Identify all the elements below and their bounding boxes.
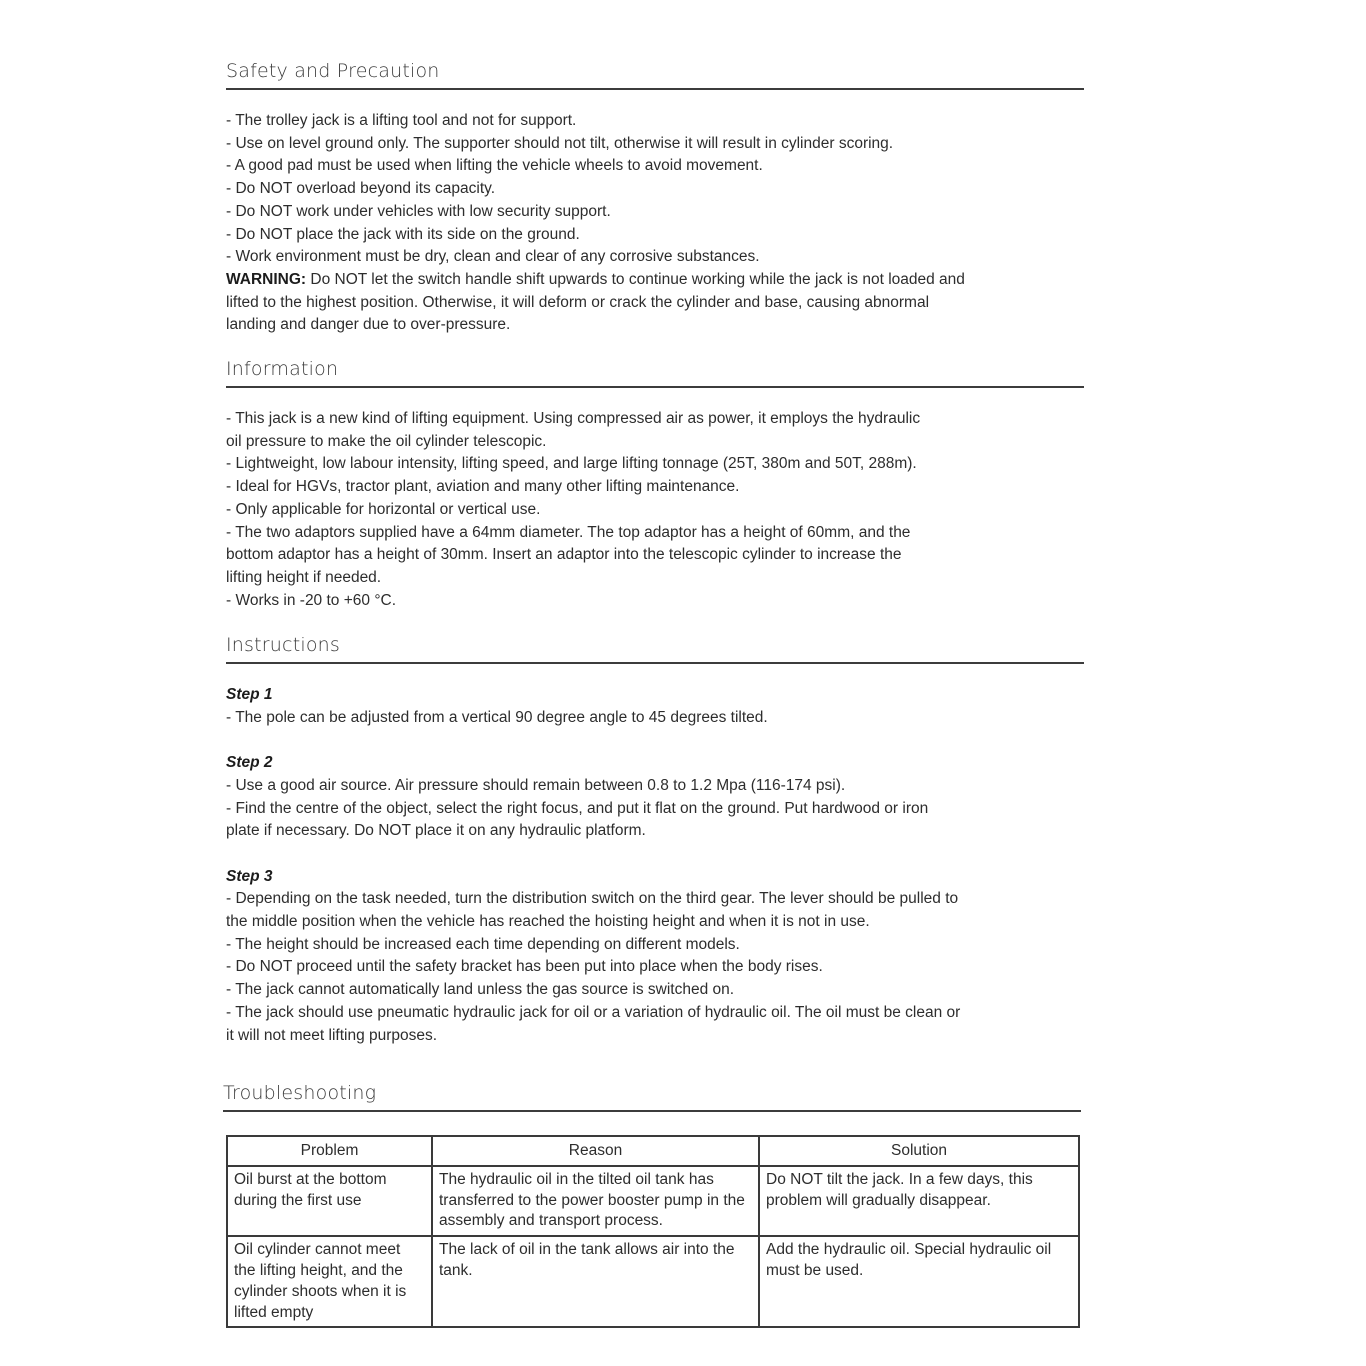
section-heading-safety: Safety and Precaution bbox=[226, 60, 1084, 90]
column-header-reason: Reason bbox=[432, 1136, 759, 1166]
information-line: - Only applicable for horizontal or vertical use. bbox=[226, 500, 541, 518]
section-heading-information: Information bbox=[226, 358, 1084, 388]
step-line: - The jack cannot automatically land unless the gas source is switched on. bbox=[226, 981, 735, 999]
troubleshooting-table bbox=[226, 1135, 1080, 1328]
safety-item: - The trolley jack is a lifting tool and not for support. bbox=[226, 112, 577, 129]
column-header-problem: Problem bbox=[227, 1136, 432, 1166]
information-line: oil pressure to make the oil cylinder telescopic. bbox=[226, 432, 547, 450]
step-line: it will not meet lifting purposes. bbox=[226, 1026, 438, 1044]
step-line: - Find the centre of the object, select the right focus, and put it flat on the ground. Put hardwood or iron bbox=[226, 799, 929, 817]
step-line: - Use a good air source. Air pressure should remain between 0.8 to 1.2 Mpa (116-174 psi). bbox=[226, 776, 846, 794]
step-line: plate if necessary. Do NOT place it on any hydraulic platform. bbox=[226, 822, 646, 840]
warning-text: lifted to the highest position. Otherwise, it will deform or crack the cylinder and base, causing abnormal bbox=[226, 293, 930, 311]
table-row bbox=[227, 1236, 1079, 1327]
information-list bbox=[226, 388, 1084, 612]
information-line: - The two adaptors supplied have a 64mm diameter. The top adaptor has a height of 60mm, and the bbox=[226, 523, 911, 541]
information-section bbox=[226, 358, 1084, 612]
safety-item: - A good pad must be used when lifting the vehicle wheels to avoid movement. bbox=[226, 157, 763, 175]
safety-item: - Do NOT work under vehicles with low security support. bbox=[226, 202, 611, 220]
warning-text: Do NOT let the switch handle shift upwards to continue working while the jack is not loaded and bbox=[306, 270, 965, 288]
step-line: - Depending on the task needed, turn the distribution switch on the third gear. The lever should be pulled to bbox=[226, 890, 959, 908]
safety-list bbox=[226, 90, 1084, 337]
column-header-solution: Solution bbox=[759, 1136, 1079, 1166]
section-heading-troubleshooting: Troubleshooting bbox=[223, 1082, 1081, 1112]
solution-cell: Add the hydraulic oil. Special hydraulic oil must be used. bbox=[759, 1236, 1079, 1327]
step-line: - The height should be increased each time depending on different models. bbox=[226, 935, 740, 953]
step-1 bbox=[226, 684, 1084, 729]
step-title: Step 2 bbox=[226, 754, 273, 772]
information-line: bottom adaptor has a height of 30mm. Insert an adaptor into the telescopic cylinder to increase the bbox=[226, 546, 902, 564]
warning-label: WARNING: bbox=[226, 270, 307, 288]
table-row bbox=[227, 1166, 1079, 1236]
instructions-steps bbox=[226, 664, 1084, 1047]
step-line: - The jack should use pneumatic hydraulic jack for oil or a variation of hydraulic oil. The oil must be clean or bbox=[226, 1003, 961, 1021]
safety-item: - Work environment must be dry, clean and clear of any corrosive substances. bbox=[226, 248, 760, 266]
information-line: - This jack is a new kind of lifting equipment. Using compressed air as power, it employs the hydraulic bbox=[226, 410, 921, 427]
information-line: - Works in -20 to +60 °C. bbox=[226, 591, 397, 609]
information-line: - Ideal for HGVs, tractor plant, aviation and many other lifting maintenance. bbox=[226, 478, 740, 496]
information-line: lifting height if needed. bbox=[226, 568, 382, 586]
section-heading-instructions: Instructions bbox=[226, 634, 1084, 664]
reason-cell: The hydraulic oil in the tilted oil tank has transferred to the power booster pump in the assembly and transport process. bbox=[432, 1166, 759, 1236]
step-line: - The pole can be adjusted from a vertical 90 degree angle to 45 degrees tilted. bbox=[226, 708, 768, 726]
step-title: Step 1 bbox=[226, 686, 273, 703]
solution-cell: Do NOT tilt the jack. In a few days, this problem will gradually disappear. bbox=[759, 1166, 1079, 1236]
step-title: Step 3 bbox=[226, 867, 273, 885]
step-2 bbox=[226, 752, 1084, 843]
step-line: - Do NOT proceed until the safety bracket has been put into place when the body rises. bbox=[226, 958, 823, 976]
problem-cell: Oil cylinder cannot meet the lifting height, and the cylinder shoots when it is lifted empty bbox=[227, 1236, 432, 1327]
safety-section bbox=[226, 60, 1084, 337]
step-line: the middle position when the vehicle has reached the hoisting height and when it is not in use. bbox=[226, 913, 870, 930]
reason-cell: The lack of oil in the tank allows air into the tank. bbox=[432, 1236, 759, 1327]
warning-text: landing and danger due to over-pressure. bbox=[226, 316, 511, 334]
table-header-row bbox=[227, 1136, 1079, 1166]
warning-paragraph bbox=[226, 269, 1084, 292]
problem-cell: Oil burst at the bottom during the first use bbox=[227, 1166, 432, 1236]
safety-item: - Do NOT place the jack with its side on the ground. bbox=[226, 225, 580, 243]
step-3 bbox=[226, 866, 1084, 1048]
troubleshooting-section bbox=[223, 1082, 1081, 1328]
safety-item: - Do NOT overload beyond its capacity. bbox=[226, 180, 496, 198]
safety-item: - Use on level ground only. The supporter should not tilt, otherwise it will result in cylinder scoring. bbox=[226, 134, 894, 152]
information-line: - Lightweight, low labour intensity, lifting speed, and large lifting tonnage (25T, 380m and 50T, 288m). bbox=[226, 455, 917, 473]
instructions-section bbox=[226, 634, 1084, 1047]
